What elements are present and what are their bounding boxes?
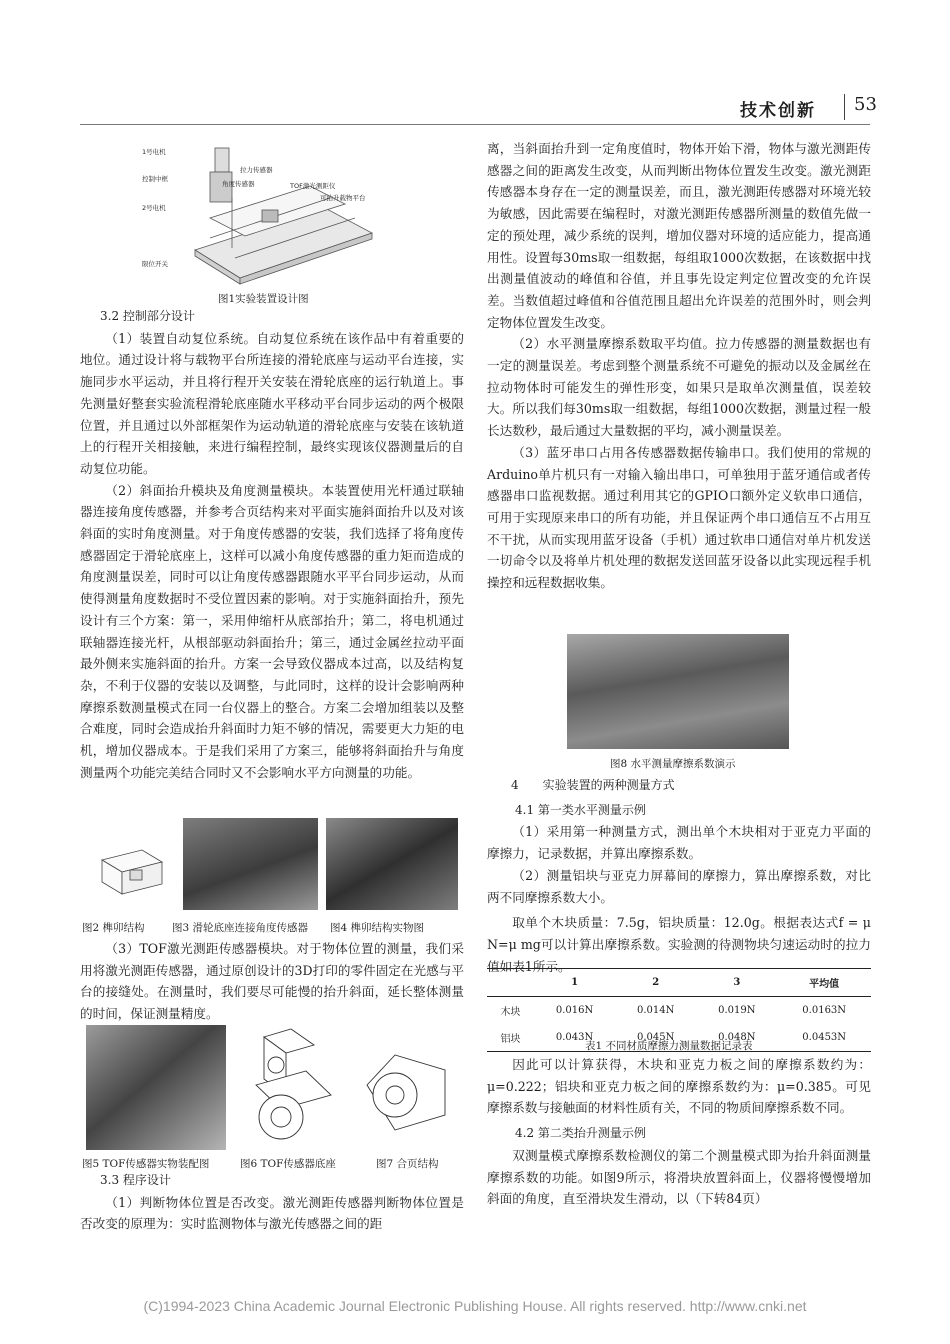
table-cell: 0.043N	[555, 1032, 594, 1043]
figure-2-caption: 图2 榫卯结构	[82, 922, 145, 934]
fig1-label-limit-switch: 限位开关	[142, 260, 168, 268]
table-row	[487, 997, 871, 1025]
table-cell: 木块	[500, 1007, 521, 1018]
figure-5-caption: 图5 TOF传感器实物装配图	[82, 1158, 210, 1170]
right-column-upper	[487, 138, 871, 594]
figure-7-drawing	[355, 1025, 463, 1150]
fig1-label-motor2: 2号电机	[142, 204, 166, 212]
paragraph-auto-reset: （1）装置自动复位系统。自动复位系统在该作品中有着重要的地位。通过设计将与载物平台所连接的滑轮底座与运动平台连接，实施同步水平运动，并且将行程开关安装在滑轮底座的运行轨道上。事先测量好整套实验流程滑轮底座随水平移动平台同步运动的两个极限位置，并且通过以外部框架作为运动轨道的滑轮底座与安装在该轨道上的行程开关相接触，来进行编程控制，最终实现该仪器测量后的自动复位功能。	[80, 330, 464, 476]
table-cell: 0.0453N	[802, 1032, 847, 1043]
left-column-lower	[80, 1168, 464, 1235]
paragraph-lift-mode: 双测量模式摩擦系数检测仪的第二个测量模式即为抬升斜面测量摩擦系数的功能。如图9所示，将滑块放置斜面上，仪器将慢慢增加斜面的角度，直至滑块发生滑动，以（下转84页）	[487, 1147, 871, 1207]
figure-7-caption: 图7 合页结构	[376, 1158, 439, 1170]
page-number: 53	[854, 94, 877, 115]
figure-5-photo	[86, 1025, 226, 1150]
right-column-middle	[487, 772, 871, 977]
section-4-1-heading: 4.1 第一类水平测量示例	[515, 802, 646, 817]
header-divider	[844, 94, 845, 120]
paragraph-aluminum-block: （2）测量铝块与亚克力屏幕间的摩擦力，算出摩擦系数，对比两不同摩擦系数大小。	[487, 867, 871, 905]
figure-6-drawing	[236, 1025, 346, 1150]
section-4-2-heading: 4.2 第二类抬升测量示例	[515, 1126, 646, 1141]
section-4-heading: 4 实验装置的两种测量方式	[511, 778, 675, 792]
table-cell: 0.014N	[637, 1005, 675, 1016]
paragraph-slope-lift: （2）斜面抬升模块及角度测量模块。本装置使用光杆通过联轴器连接角度传感器，并参考合页结构来对平面实施斜面抬升以及对该斜面的实时角度测量。对于角度传感器的安装，我们选择了将角度传感器固定于滑轮底座上，这样可以减小角度传感器的重力矩而造成的角度测量误差，同时可以让角度传感器跟随水平平台同步运动，从而使得测量角度数据时不受位置因素的影响。对于实施斜面抬升，预先设计有三个方案：第一，采用伸缩杆从底部抬升；第二，将电机通过联轴器连接光杆，从根部驱动斜面抬升；第三，通过金属丝拉动平面最外侧来实施斜面的抬升。方案一会导致仪器成本过高，以及结构复杂，不利于仪器的安装以及调整，与此同时，这样的设计会影响两种摩擦系数测量模式在同一台仪器上的整合。方案二会增加组装以及整合难度，同时会造成抬升斜面时力矩不够的情况，需要更大力矩的电机，增加仪器成本。于是我们采用了方案三，能够将斜面抬升与角度测量两个功能完美结合同时又不会影响水平方向测量的功能。	[80, 482, 464, 780]
table-cell: 0.019N	[718, 1005, 756, 1016]
table-1-caption: 表1 不同材质摩擦力测量数据记录表	[585, 1040, 753, 1052]
table-header-row	[487, 969, 871, 997]
figure-3-caption: 图3 滑轮底座连接角度传感器	[172, 922, 309, 934]
header-rule	[80, 124, 870, 125]
table-header-cell: 1	[571, 977, 579, 988]
table-header-cell: 3	[733, 977, 741, 988]
figure-8-caption: 图8 水平测量摩擦系数演示	[610, 758, 736, 770]
paragraph-tof-module: （3）TOF激光测距传感器模块。对于物体位置的测量，我们采用将激光测距传感器，通过原创设计的3D打印的零件固定在光感与平台的接缝处。在测量时，我们要尽可能慢的抬升斜面，延长整体测量的时间，保证测量精度。	[80, 941, 464, 1022]
section-3-3-heading: 3.3 程序设计	[100, 1173, 171, 1187]
figure-1-drawing	[140, 138, 380, 286]
table-cell: 0.048N	[718, 1032, 756, 1043]
figure-8-photo	[567, 634, 789, 749]
fig1-label-force-sensor: 拉力传感器	[240, 166, 273, 174]
figure-2	[82, 830, 174, 910]
table-cell: 0.045N	[637, 1032, 675, 1043]
paragraph-position-continued: 离，当斜面抬升到一定角度值时，物体开始下滑，物体与激光测距传感器之间的距离发生改变，从而判断出物体位置发生改变。激光测距传感器本身存在一定的测量误差，而且，激光测距传感器对环境光较为敏感，因此需要在编程时，对激光测距传感器所测量的数值先做一定的预处理，减少系统的误判，增加仪器对环境的适应能力，提高通用性。设置每30ms取一组数据，每组取1000次数据，在该数据中找出测量值波动的峰值和谷值，并且事先设定判定位置改变的允许误差。当数值超过峰值和谷值范围且超出允许误差的范围外时，则会判定物体位置发生改变。	[487, 141, 871, 330]
figure-6-caption: 图6 TOF传感器底座	[240, 1158, 336, 1170]
paragraph-friction-result: 因此可以计算获得，木块和亚克力板之间的摩擦系数约为：μ=0.222；铝块和亚克力板之间的摩擦系数约为：μ=0.385。可见摩擦系数与接触面的材料性质有关，不同的物质间摩擦系数不同。	[487, 1057, 871, 1116]
table-header-cell: 平均值	[809, 979, 840, 990]
paragraph-judge-position: （1）判断物体位置是否改变。激光测距传感器判断物体位置是否改变的原理为：实时监测物体与激光传感器之间的距	[80, 1194, 464, 1232]
journal-section-title: 技术创新	[740, 101, 816, 121]
table-cell: 铝块	[500, 1034, 521, 1045]
paragraph-masses: 取单个木块质量：7.5g，铝块质量：12.0g。根据表达式f = μ N=μ mg可以计算出摩擦系数。实验测的待测物块匀速运动时的拉力值如表1所示。	[487, 915, 871, 974]
figure-1	[140, 138, 380, 286]
figure-7	[355, 1025, 463, 1150]
table-cell: 0.0163N	[802, 1005, 847, 1016]
figure-4-photo	[326, 818, 458, 910]
figure-4-caption: 图4 榫卯结构实物图	[330, 922, 425, 934]
figure-1-caption: 图1实验装置设计图	[218, 293, 309, 305]
paragraph-horizontal-average: （2）水平测量摩擦系数取平均值。拉力传感器的测量数据也有一定的测量误差。考虑到整个测量系统不可避免的振动以及金属丝在拉动物体时可能发生的弹性形变，如果只是取单次测量值，误差较大。所以我们每30ms取一组数据，每组1000次数据，测量过程一般长达数秒，最后通过大量数据的平均，减小测量误差。	[487, 336, 871, 439]
left-column-middle	[80, 938, 464, 1025]
fig1-label-motor1: 1号电机	[142, 148, 166, 156]
fig1-label-control-box: 控制中框	[142, 175, 168, 183]
paragraph-bluetooth-serial: （3）蓝牙串口占用各传感器数据传输串口。我们使用的常规的Arduino单片机只有一对输入输出串口，可单独用于蓝牙通信或者传感器串口监视数据。通过利用其它的GPIO口额外定义软串口通信，可用于实现原来串口的所有功能，并且保证两个串口通信互不占用互不干扰，从而实现用蓝牙设备（手机）通过软串口通信对单片机发送一切命令以及将单片机处理的数据发送回蓝牙设备以此实现远程手机操控和远程数据收集。	[487, 444, 871, 591]
fig1-label-tof: TOF激光测距仪	[290, 182, 336, 190]
copyright-footer: (C)1994-2023 China Academic Journal Electronic Publishing House. All rights reserved. http://www.cnki.net	[143, 1298, 807, 1314]
figure-3-photo	[183, 818, 318, 910]
fig1-label-angle-sensor: 角度传感器	[222, 180, 255, 188]
fig1-label-platform: 可抬升载物平台	[320, 194, 366, 202]
left-column-upper	[80, 304, 464, 783]
table-header-cell: 2	[652, 977, 660, 988]
table-cell: 0.016N	[555, 1005, 594, 1016]
figure-2-drawing	[82, 830, 174, 910]
paragraph-wood-block: （1）采用第一种测量方式，测出单个木块相对于亚克力平面的摩擦力，记录数据，并算出摩擦系数。	[487, 824, 871, 862]
section-3-2-heading: 3.2 控制部分设计	[100, 309, 195, 323]
figure-6	[236, 1025, 346, 1150]
table-header-cell	[487, 969, 534, 997]
right-column-lower	[487, 1054, 871, 1210]
